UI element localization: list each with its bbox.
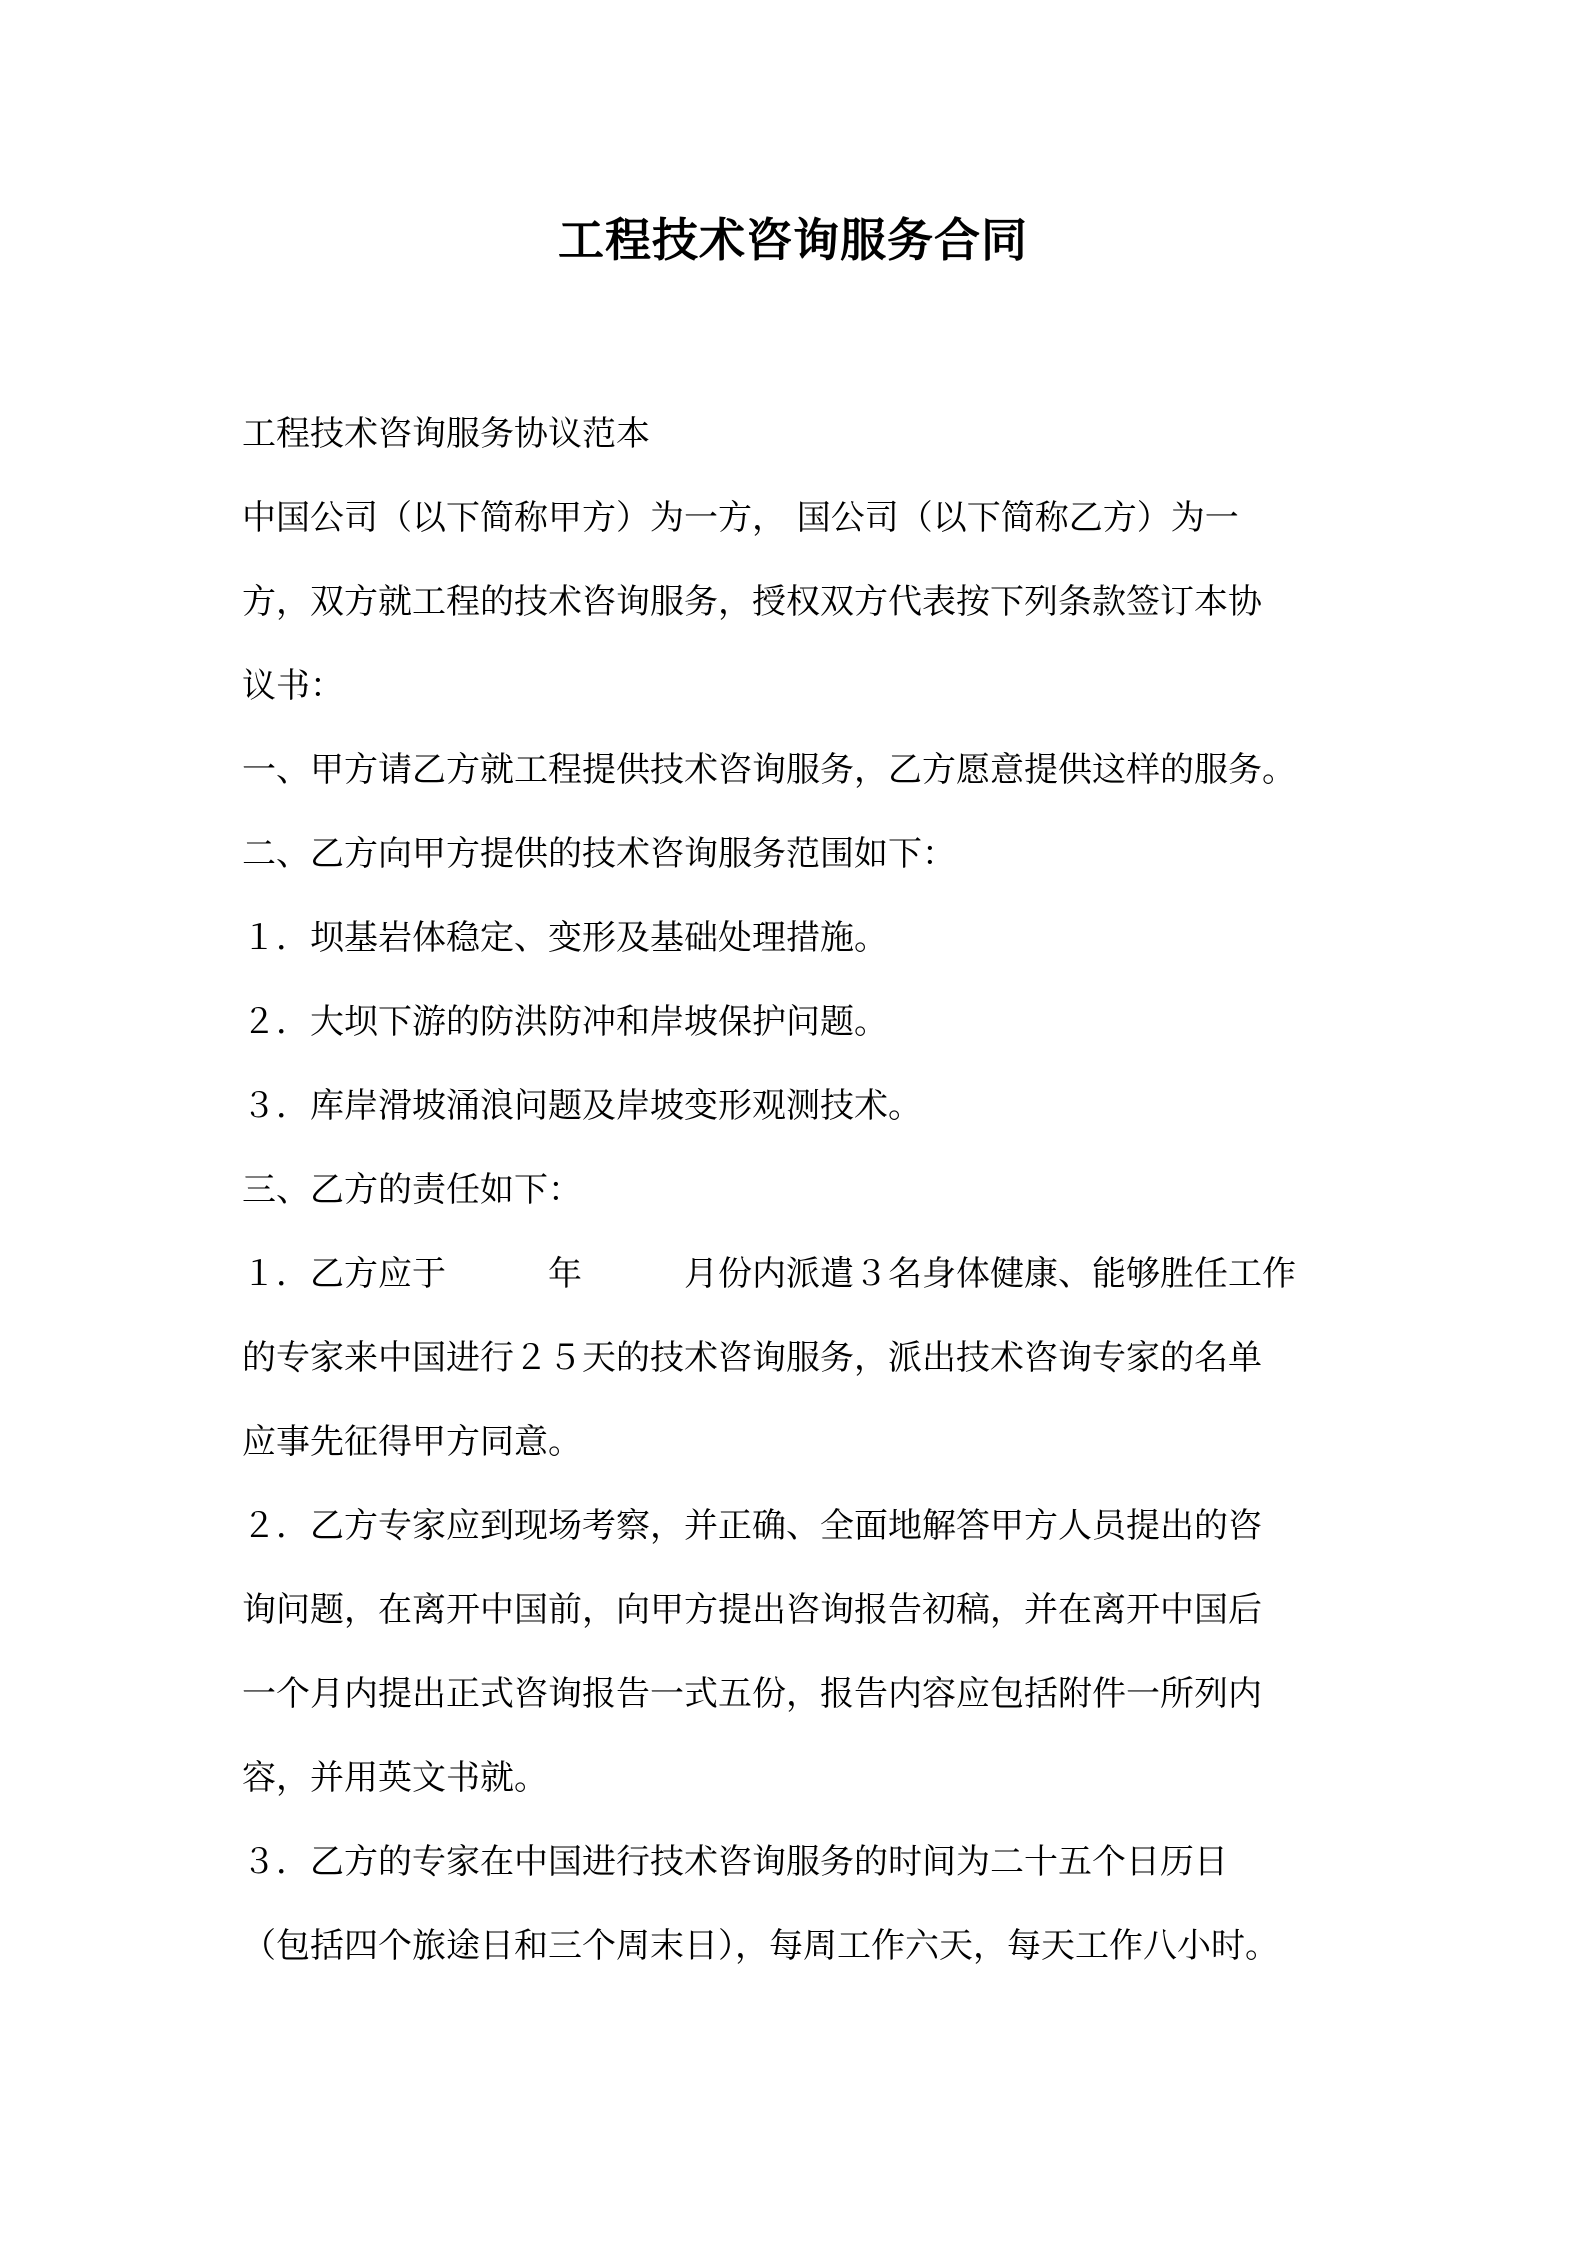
body-line: 议书： <box>242 666 344 706</box>
body-line: 应事先征得甲方同意。 <box>242 1422 582 1462</box>
clause-line: 一、甲方请乙方就工程提供技术咨询服务，乙方愿意提供这样的服务。 <box>242 750 1296 790</box>
list-item: ３．库岸滑坡涌浪问题及岸坡变形观测技术。 <box>242 1086 922 1126</box>
list-item: １．坝基岩体稳定、变形及基础处理措施。 <box>242 918 888 958</box>
body-line: 容，并用英文书就。 <box>242 1758 548 1798</box>
list-item: １．乙方应于 年 月份内派遣３名身体健康、能够胜任工作 <box>242 1254 1296 1294</box>
subtitle-line: 工程技术咨询服务协议范本 <box>242 414 650 454</box>
clause-line: 二、乙方向甲方提供的技术咨询服务范围如下： <box>242 834 956 874</box>
list-item: ２．大坝下游的防洪防冲和岸坡保护问题。 <box>242 1002 888 1042</box>
body-line: 的专家来中国进行２５天的技术咨询服务，派出技术咨询专家的名单 <box>242 1338 1262 1378</box>
list-item: ３．乙方的专家在中国进行技术咨询服务的时间为二十五个日历日 <box>242 1842 1228 1882</box>
body-line: 询问题，在离开中国前，向甲方提出咨询报告初稿，并在离开中国后 <box>242 1590 1262 1630</box>
body-line: 一个月内提出正式咨询报告一式五份，报告内容应包括附件一所列内 <box>242 1674 1262 1714</box>
body-line: 方，双方就工程的技术咨询服务，授权双方代表按下列条款签订本协 <box>242 582 1262 622</box>
body-line: 中国公司（以下简称甲方）为一方， 国公司（以下简称乙方）为一 <box>242 498 1239 538</box>
list-item: ２．乙方专家应到现场考察，并正确、全面地解答甲方人员提出的咨 <box>242 1506 1262 1546</box>
clause-line: 三、乙方的责任如下： <box>242 1170 582 1210</box>
body-line: （包括四个旅途日和三个周末日），每周工作六天，每天工作八小时。 <box>242 1926 1279 1966</box>
document-title: 工程技术咨询服务合同 <box>558 213 1028 267</box>
